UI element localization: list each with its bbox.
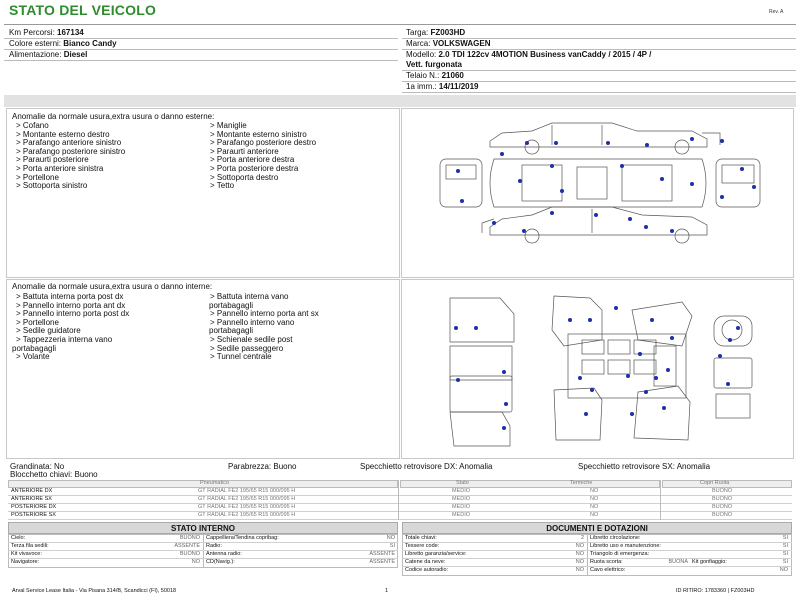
damage-marker-dot-icon [504, 402, 508, 406]
list-item: > Pannello interno porta ant dx [16, 300, 126, 310]
damage-marker-dot-icon [518, 179, 522, 183]
damage-marker-dot-icon [500, 152, 504, 156]
list-item: portabagagli [12, 343, 57, 353]
damage-marker-dot-icon [626, 374, 630, 378]
damage-marker-dot-icon [460, 199, 464, 203]
km-value: 167134 [57, 28, 84, 37]
damage-marker-dot-icon [522, 229, 526, 233]
list-item: > Paraurti anteriore [210, 146, 279, 156]
list-item: > Sottoporta destro [210, 172, 279, 182]
km-row: Km Percorsi: 167134 [9, 28, 84, 37]
damage-marker-dot-icon [650, 318, 654, 322]
footer-ritiro-id: ID RITIRO: 1783360 | FZ003HD [676, 588, 755, 594]
damage-marker-dot-icon [525, 141, 529, 145]
documenti-heading: DOCUMENTI E DOTAZIONI [402, 522, 792, 534]
damage-marker-dot-icon [718, 354, 722, 358]
damage-marker-dot-icon [550, 164, 554, 168]
colore-row: Colore esterni: Bianco Candy [9, 39, 117, 48]
damage-marker-dot-icon [740, 167, 744, 171]
damage-marker-dot-icon [690, 137, 694, 141]
list-item: > Parafango posteriore sinistro [16, 146, 126, 156]
list-item: > Sedile guidatore [16, 326, 81, 336]
damage-marker-dot-icon [670, 229, 674, 233]
list-item: > Battuta interna porta post dx [16, 292, 124, 301]
list-item: portabagagli [209, 300, 254, 310]
list-item: > Portellone [16, 172, 59, 182]
internal-list-col2 [210, 293, 319, 362]
damage-marker-dot-icon [614, 306, 618, 310]
damage-marker-dot-icon [720, 139, 724, 143]
external-list-col2 [210, 122, 316, 191]
list-item: > Schienale sedile post [210, 334, 293, 344]
damage-marker-dot-icon [594, 213, 598, 217]
immatricolazione-row: 1a imm.: 14/11/2019 [406, 82, 479, 91]
damage-marker-dot-icon [690, 182, 694, 186]
damage-marker-dot-icon [578, 376, 582, 380]
list-item: > Porta anteriore sinistra [16, 163, 104, 173]
interior-car-diagram-icon [402, 280, 793, 458]
internal-list-col1 [12, 292, 130, 362]
damage-marker-dot-icon [584, 412, 588, 416]
marca-row: Marca: VOLKSWAGEN [406, 39, 491, 48]
damage-marker-dot-icon [645, 143, 649, 147]
damage-marker-dot-icon [728, 338, 732, 342]
stato-interno-heading: STATO INTERNO [8, 522, 398, 534]
damage-marker-dot-icon [662, 406, 666, 410]
damage-marker-dot-icon [654, 376, 658, 380]
page-title: STATO DEL VEICOLO [9, 2, 157, 18]
list-item: > Parafango anteriore sinistro [16, 138, 122, 148]
tires-header-pneumatico: Pneumatico [200, 480, 230, 486]
grandinata: Grandinata: No [10, 462, 65, 471]
damage-marker-dot-icon [492, 221, 496, 225]
damage-marker-dot-icon [554, 141, 558, 145]
targa-row: Targa: FZ003HD [406, 28, 466, 37]
damage-marker-dot-icon [752, 185, 756, 189]
damage-marker-dot-icon [736, 326, 740, 330]
list-item: > Pannello interno vano [210, 317, 295, 327]
exterior-damage-markers [456, 137, 756, 233]
external-list-col1 [16, 122, 125, 191]
damage-marker-dot-icon [670, 336, 674, 340]
footer-company: Arval Service Lease Italia - Via Pisana 314/B, Scandicci (FI), 50018 [12, 588, 177, 594]
list-item: > Parafango posteriore destro [210, 138, 317, 148]
damage-marker-dot-icon [666, 368, 670, 372]
list-item: > Montante esterno sinistro [210, 129, 307, 139]
separator-band [4, 95, 796, 107]
damage-marker-dot-icon [588, 318, 592, 322]
damage-marker-dot-icon [726, 382, 730, 386]
list-item: portabagagli [209, 326, 254, 336]
damage-marker-dot-icon [630, 412, 634, 416]
alimentazione-row: Alimentazione: Diesel [9, 50, 88, 59]
damage-marker-dot-icon [550, 211, 554, 215]
damage-marker-dot-icon [620, 164, 624, 168]
damage-marker-dot-icon [644, 225, 648, 229]
external-heading: Anomalie da normale usura,extra usura o danno esterne: [12, 112, 215, 121]
list-item: > Sedile passeggero [210, 343, 284, 353]
specchietto-sx: Specchietto retrovisore SX: Anomalia [578, 462, 711, 471]
damage-marker-dot-icon [560, 189, 564, 193]
interior-damage-markers [454, 306, 740, 430]
list-item: > Maniglie [210, 121, 247, 130]
blocchetto-chiavi: Blocchetto chiavi: Buono [10, 470, 98, 479]
damage-marker-dot-icon [606, 141, 610, 145]
damage-marker-dot-icon [720, 195, 724, 199]
colore-value: Bianco Candy [63, 39, 117, 48]
modello-row-2: Vett. furgonata [406, 60, 463, 69]
footer-page-number: 1 [385, 588, 389, 594]
damage-marker-dot-icon [628, 217, 632, 221]
list-item: > Tetto [210, 181, 235, 191]
damage-marker-dot-icon [644, 390, 648, 394]
list-item: > Pannello interno porta ant sx [210, 309, 319, 319]
list-item: > Tappezzeria interna vano [16, 334, 113, 344]
list-item: > Porta posteriore destra [210, 163, 299, 173]
list-item: > Pannello interno porta post dx [16, 309, 130, 319]
internal-heading: Anomalie da normale usura,extra usura o danno interne: [12, 282, 213, 291]
list-item: > Tunnel centrale [210, 352, 272, 362]
list-item: > Portellone [16, 317, 59, 327]
list-item: > Porta anteriore destra [210, 155, 295, 165]
tires-header-copri: Copri Ruota [700, 480, 730, 486]
damage-marker-dot-icon [638, 352, 642, 356]
revision-label: Rev. A [769, 9, 784, 15]
modello-row: Modello: 2.0 TDI 122cv 4MOTION Business vanCaddy / 2015 / 4P / [406, 50, 652, 59]
damage-marker-dot-icon [502, 426, 506, 430]
specchietto-dx: Specchietto retrovisore DX: Anomalia [360, 462, 493, 471]
parabrezza: Parabrezza: Buono [228, 462, 297, 471]
damage-marker-dot-icon [474, 326, 478, 330]
list-item: > Volante [16, 352, 50, 362]
damage-marker-dot-icon [590, 388, 594, 392]
telaio-row: Telaio N.: 21060 [406, 71, 464, 80]
damage-marker-dot-icon [456, 378, 460, 382]
list-item: > Montante esterno destro [16, 129, 110, 139]
damage-marker-dot-icon [502, 370, 506, 374]
tires-header-stato: Stato [456, 480, 469, 486]
exterior-car-diagram-icon [402, 109, 793, 277]
damage-marker-dot-icon [660, 177, 664, 181]
tires-header-termiche: Termiche [570, 480, 593, 486]
list-item: > Sottoporta sinistro [16, 181, 88, 191]
alimentazione-value: Diesel [63, 50, 88, 59]
damage-marker-dot-icon [456, 169, 460, 173]
list-item: > Cofano [16, 121, 49, 130]
list-item: > Paraurti posteriore [16, 155, 89, 165]
damage-marker-dot-icon [568, 318, 572, 322]
damage-marker-dot-icon [454, 326, 458, 330]
list-item: > Battuta interna vano [210, 292, 289, 301]
